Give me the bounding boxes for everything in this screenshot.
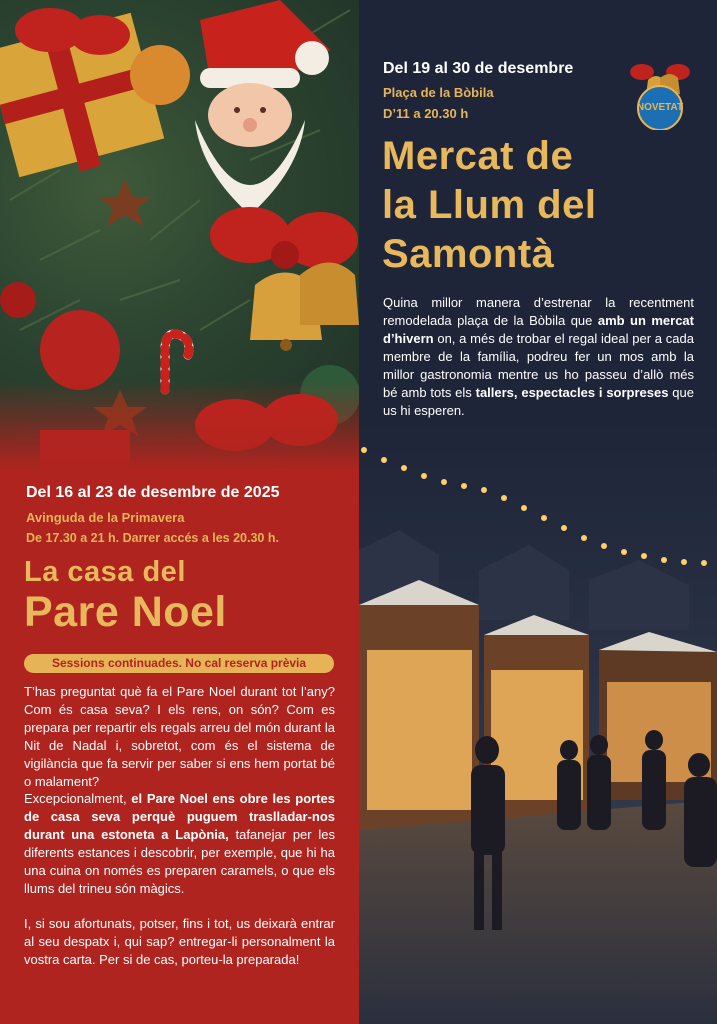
market-night-scene-image	[359, 420, 717, 1024]
illustration-fade	[0, 380, 359, 480]
market-description	[383, 294, 694, 420]
description-text-b: tafanejar per les diferents estances i descobrir, per exemple, que hi ha una cuina on només es preparen caramels, o que els llums del trineu són màgics.	[24, 827, 335, 896]
market-highlight-2: tallers, espectacles i sorpreses	[475, 385, 669, 400]
intro-paragraph: T’has preguntat què fa el Pare Noel durant tot l’any? Com és casa seva? I els rens, on són? Com es prepara per repartir els regals arreu del món durant la Nit de Nadal i, sobretot, com és el sistema de vigilància que fa servir per saber si ens hem portat bé o malament?	[24, 684, 335, 789]
event-title-line1: La casa del	[24, 556, 186, 588]
santa-claus-icon	[195, 0, 330, 215]
market-text-b: on, a més de trobar el regal ideal per a cada membre de la família, podreu fer un mos amb la millor gastronomia mentre us ho passeu d’allò més bé amb tots els	[383, 331, 694, 400]
market-title-line3: Samontà	[382, 232, 555, 276]
market-hours: D’11 a 20.30 h	[383, 106, 469, 121]
event-date: Del 16 al 23 de desembre de 2025	[26, 484, 280, 501]
sessions-badge: Sessions continuades. No cal reserva prèvia	[24, 654, 334, 673]
bow-icon	[210, 207, 358, 269]
event-title-line2: Pare Noel	[24, 588, 227, 636]
event-hours: De 17.30 a 21 h. Darrer accés a les 20.30 h.	[26, 531, 279, 545]
market-text-c: que us hi esperen.	[383, 385, 694, 418]
description-paragraph	[24, 790, 335, 898]
market-title-line2: la Llum del	[382, 183, 597, 227]
market-text-a: Quina millor manera d’estrenar la recentment remodelada plaça de la Bòbila que	[383, 295, 694, 328]
market-highlight-1: amb un mercat d’hivern	[383, 313, 694, 346]
market-title-line1: Mercat de	[382, 134, 574, 178]
description-highlight: el Pare Noel ens obre les portes de casa seva perquè puguem traslladar-nos durant una estoneta a Lapònia,	[24, 791, 335, 842]
market-location: Plaça de la Bòbila	[383, 85, 494, 100]
event-location: Avinguda de la Primavera	[26, 510, 185, 525]
novetat-badge-icon	[622, 60, 698, 130]
description-text-a: Excepcionalment,	[24, 791, 132, 806]
bells-icon	[250, 263, 359, 352]
closing-paragraph: I, si sou afortunats, potser, fins i tot, us deixarà entrar al seu despatx i, qui sap? entregar-li personalment la vostra carta. Per si de cas, porteu-la preparada!	[24, 916, 335, 967]
christmas-illustration	[0, 0, 359, 470]
market-date: Del 19 al 30 de desembre	[383, 60, 574, 77]
novetat-badge-label: NOVETAT	[636, 102, 684, 113]
